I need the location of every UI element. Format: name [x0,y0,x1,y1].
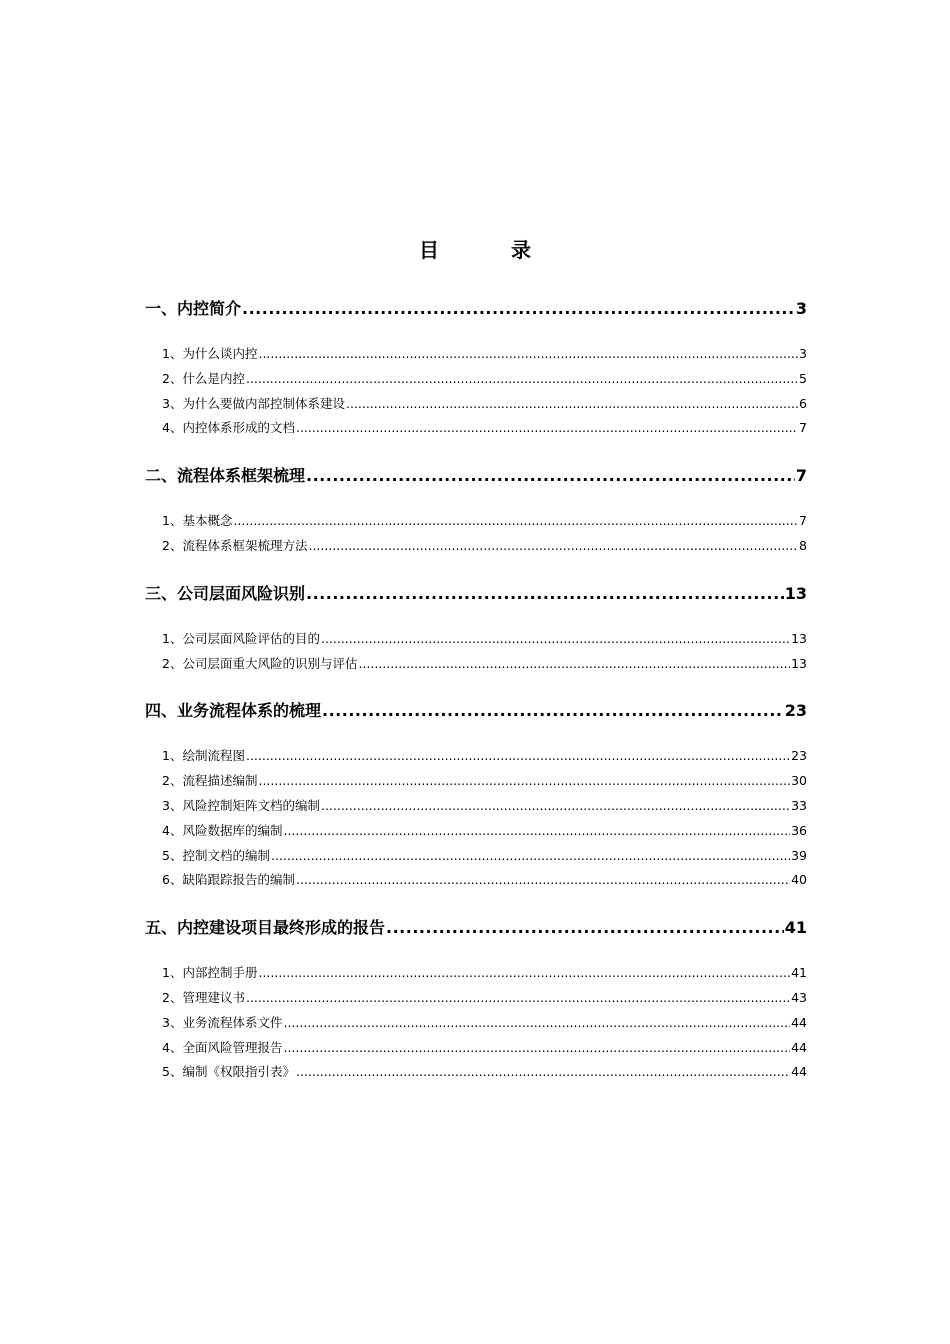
toc-item[interactable] [145,367,807,392]
toc-item-label: 3、业务流程体系文件 [162,1014,283,1030]
toc-section-5 [145,915,807,1085]
dot-leader [296,1060,790,1085]
toc-page-number: 6 [799,395,807,411]
toc-section-4 [145,698,807,915]
toc-page-number: 7 [795,466,807,486]
toc-page-number: 39 [791,847,807,863]
table-of-contents [145,296,807,1085]
toc-item[interactable] [145,1060,807,1085]
toc-item[interactable] [145,744,807,769]
toc-page-number: 44 [791,1014,807,1030]
dot-leader [233,509,798,534]
toc-page-number: 23 [784,701,807,721]
toc-page-number: 41 [784,918,807,938]
toc-page-number: 44 [791,1064,807,1080]
toc-section-3 [145,581,807,699]
toc-item-label: 2、什么是内控 [162,370,245,386]
dot-leader [246,367,798,392]
toc-page-number: 3 [799,346,807,361]
dot-leader [346,392,798,417]
toc-item[interactable] [145,1011,807,1036]
toc-item-label: 3、风险控制矩阵文档的编制 [162,797,320,813]
toc-page-number: 7 [799,420,807,436]
toc-item[interactable] [145,534,807,559]
toc-item-label: 5、编制《权限指引表》 [162,1064,295,1080]
toc-heading-1[interactable] [145,296,807,322]
toc-item-label: 1、公司层面风险评估的目的 [162,630,320,646]
dot-leader [258,961,790,986]
toc-title: 目 录 [419,238,557,262]
dot-leader [242,296,795,322]
toc-item[interactable] [145,819,807,844]
toc-item-label: 2、流程体系框架梳理方法 [162,537,308,553]
toc-heading-5[interactable] [145,915,807,941]
dot-leader [271,844,790,869]
dot-leader [283,819,790,844]
dot-leader [296,416,798,441]
toc-page-number: 43 [791,989,807,1005]
dot-leader [258,769,790,794]
toc-item[interactable] [145,868,807,893]
toc-section-2 [145,463,807,581]
dot-leader [306,463,795,489]
toc-item[interactable] [145,1036,807,1061]
toc-heading-label: 四、业务流程体系的梳理 [145,701,322,721]
toc-item-label: 4、内控体系形成的文档 [162,420,295,436]
toc-item[interactable] [145,392,807,417]
toc-heading-3[interactable] [145,581,807,607]
toc-page-number: 7 [799,513,807,529]
toc-item[interactable] [145,769,807,794]
dot-leader [321,627,790,652]
dot-leader [358,652,790,677]
toc-heading-4[interactable] [145,698,807,724]
toc-heading-label: 一、内控简介 [145,299,242,318]
dot-leader [258,342,798,367]
toc-page-number: 13 [791,655,807,671]
toc-heading-label: 五、内控建设项目最终形成的报告 [145,918,386,938]
toc-page-number: 3 [795,299,807,318]
toc-item[interactable] [145,794,807,819]
toc-item-label: 5、控制文档的编制 [162,847,270,863]
toc-heading-2[interactable] [145,463,807,489]
dot-leader [386,915,784,941]
toc-page-number: 13 [784,583,807,603]
toc-page-number: 44 [791,1039,807,1055]
toc-item-label: 4、风险数据库的编制 [162,822,283,838]
toc-page-number: 40 [791,872,807,888]
toc-page-number: 13 [791,630,807,646]
toc-section-1 [145,296,807,463]
dot-leader [296,868,790,893]
toc-item[interactable] [145,844,807,869]
dot-leader [283,1036,790,1061]
toc-item[interactable] [145,652,807,677]
toc-item-label: 2、公司层面重大风险的识别与评估 [162,655,358,671]
toc-item-label: 1、基本概念 [162,513,233,529]
toc-page-number: 5 [799,370,807,386]
toc-item[interactable] [145,627,807,652]
dot-leader [322,698,784,724]
toc-item[interactable] [145,961,807,986]
dot-leader [306,581,784,607]
toc-item-label: 2、管理建议书 [162,989,245,1005]
toc-item[interactable] [145,509,807,534]
toc-page-number: 36 [791,822,807,838]
toc-page-number: 41 [791,965,807,981]
dot-leader [283,1011,790,1036]
toc-page-number: 33 [791,797,807,813]
toc-item-label: 3、为什么要做内部控制体系建设 [162,395,345,411]
toc-item-label: 1、内部控制手册 [162,965,258,981]
toc-item[interactable] [145,986,807,1011]
dot-leader [308,534,798,559]
toc-item[interactable] [145,416,807,441]
toc-heading-label: 三、公司层面风险识别 [145,583,306,603]
dot-leader [246,986,790,1011]
dot-leader [246,744,790,769]
toc-page-number: 23 [791,748,807,764]
toc-page-number: 8 [799,537,807,553]
toc-page-number: 30 [791,773,807,789]
toc-item-label: 1、绘制流程图 [162,748,245,764]
dot-leader [321,794,790,819]
toc-item[interactable] [145,342,807,367]
toc-item-label: 4、全面风险管理报告 [162,1039,283,1055]
toc-heading-label: 二、流程体系框架梳理 [145,466,306,486]
toc-item-label: 2、流程描述编制 [162,773,258,789]
toc-item-label: 1、为什么谈内控 [162,346,258,361]
toc-item-label: 6、缺陷跟踪报告的编制 [162,872,295,888]
